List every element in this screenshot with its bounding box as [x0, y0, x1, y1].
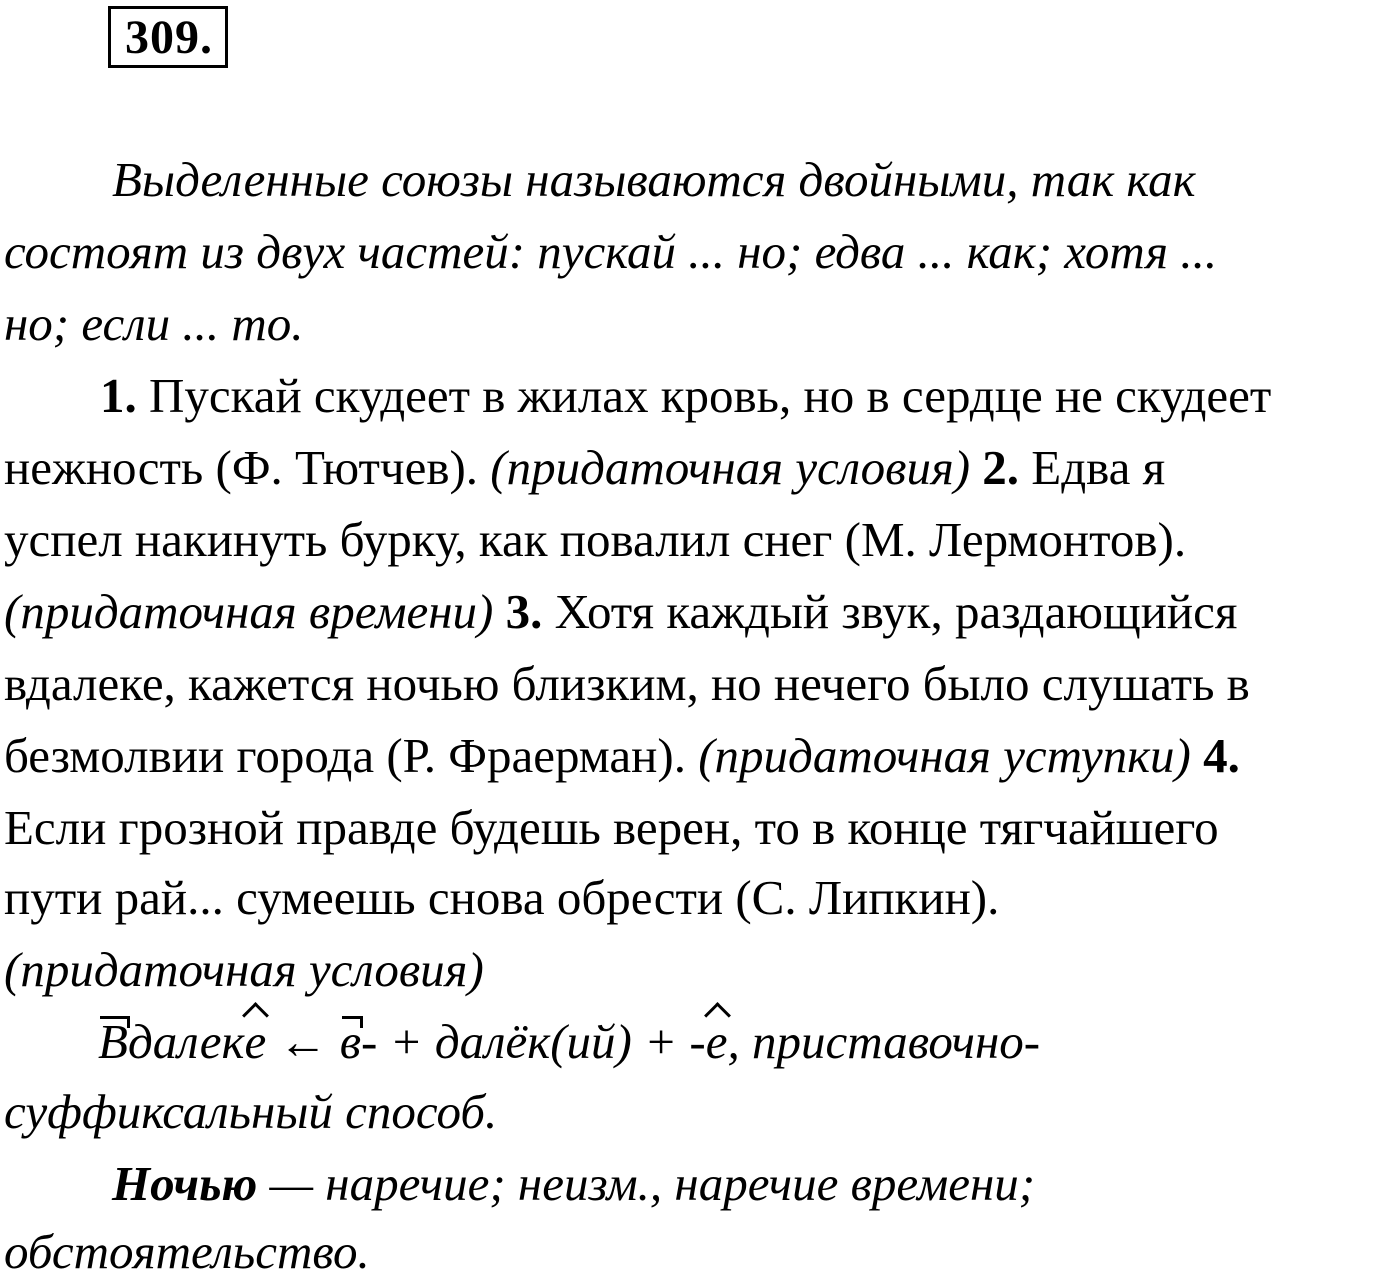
sentence-3-line-2: вдалеке, кажется ночью близким, но нечего было слушать в: [4, 656, 1250, 711]
derivation-arrow: ←: [266, 1014, 340, 1069]
sentence-3-line-3: [4, 726, 1240, 786]
sentence-number-2: 2.: [970, 440, 1020, 495]
sentence-4-line-1: Если грозной правде будешь верен, то в конце тягчайшего: [4, 800, 1219, 855]
sentence-2-line-3: [4, 582, 1237, 642]
root-part: далек: [127, 1014, 245, 1069]
sentence-number-3: 3.: [493, 584, 543, 639]
derivation-method: , приставочно-: [727, 1014, 1041, 1069]
prefix-marked-letter: В: [98, 1012, 128, 1072]
clause-type-2: (придаточная времени): [4, 584, 494, 639]
sentence-3-text-a: Хотя каждый звук, раздающийся: [542, 584, 1238, 639]
exercise-number: 309.: [108, 6, 228, 68]
sentence-4-line-2: пути рай... сумеешь снова обрести (С. Липкин).: [4, 870, 1000, 925]
clause-type-4: (придаточная условия): [4, 942, 484, 997]
word-formation-line-1: [98, 1012, 1040, 1072]
sentence-2-text-a: Едва я: [1019, 440, 1166, 495]
clause-type-3: (придаточная уступки): [698, 728, 1191, 783]
clause-type-1: (придаточная условия): [490, 440, 971, 495]
analysis-text: — наречие; неизм., наречие времени;: [257, 1156, 1036, 1211]
analyzed-word: Ночью: [112, 1156, 258, 1211]
morph-analysis-line-2: обстоятельство.: [4, 1224, 370, 1279]
derivation-components: - + далёк(ий) + -: [361, 1014, 706, 1069]
intro-line-2: состоят из двух частей: пускай ... но; едва ... как; хотя ...: [4, 224, 1218, 279]
sentence-1-line-2: [4, 438, 1165, 498]
sentence-1-text-a: Пускай скудеет в жилах кровь, но в сердце не скудеет: [136, 368, 1272, 423]
intro-line-1: Выделенные союзы называются двойными, так как: [112, 152, 1196, 207]
sentence-number-1: 1.: [100, 368, 137, 423]
intro-line-3: но; если ... то.: [4, 296, 304, 351]
suffix-component: е: [706, 1012, 728, 1072]
sentence-3-text-c: безмолвии города (Р. Фраерман).: [4, 728, 699, 783]
sentence-1-line-1: [100, 366, 1271, 426]
morph-analysis-line-1: [112, 1154, 1035, 1214]
sentence-number-4: 4.: [1190, 728, 1240, 783]
sentence-1-text-b: нежность (Ф. Тютчев).: [4, 440, 491, 495]
word-formation-line-2: суффиксальный способ.: [4, 1084, 498, 1139]
prefix-component: в: [340, 1012, 361, 1072]
sentence-2-line-2: успел накинуть бурку, как повалил снег (М. Лермонтов).: [4, 512, 1187, 567]
suffix-marked-letter: е: [244, 1012, 266, 1072]
